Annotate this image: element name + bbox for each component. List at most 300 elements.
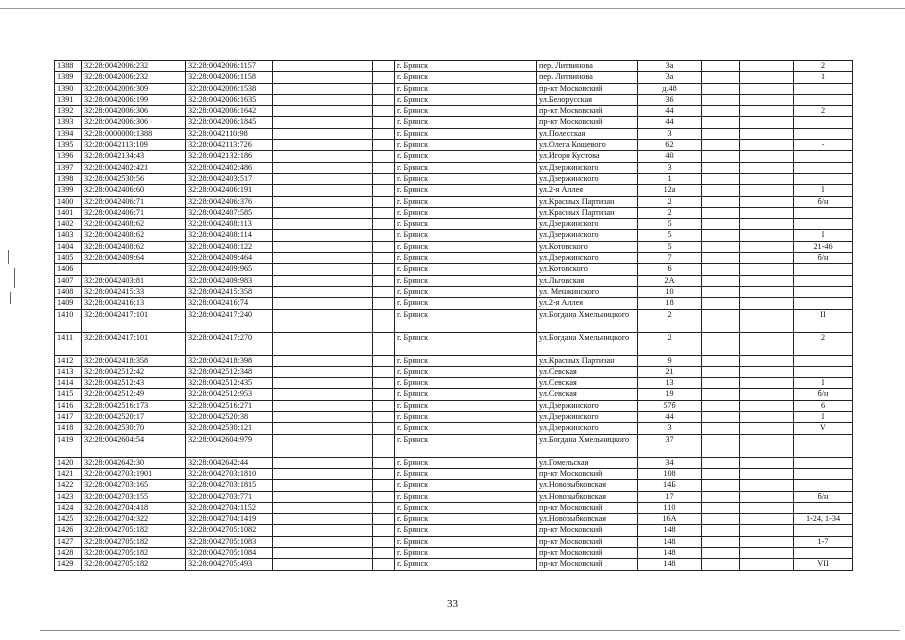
empty-cell [273, 128, 373, 139]
object-number-cell: 32:28:0042402:486 [186, 162, 273, 173]
empty-cell [702, 547, 740, 558]
apartment-cell [794, 298, 853, 309]
street-cell: пр-кт Московский [537, 83, 638, 94]
scan-edge-top [0, 8, 905, 9]
row-number-cell: 1407 [55, 275, 82, 286]
register-table-body [55, 61, 853, 571]
apartment-cell [794, 264, 853, 275]
parcel-number-cell: 32:28:0042409:64 [82, 253, 186, 264]
empty-cell [273, 468, 373, 479]
apartment-cell: I [794, 412, 853, 423]
empty-cell [273, 106, 373, 117]
table-row [55, 378, 853, 389]
empty-cell [740, 457, 794, 468]
table-row [55, 230, 853, 241]
empty-cell [702, 196, 740, 207]
street-cell: ул.Богдана Хмельницкого [537, 434, 638, 457]
apartment-cell [794, 83, 853, 94]
empty-cell [702, 128, 740, 139]
row-number-cell: 1395 [55, 140, 82, 151]
street-cell: ул.Белорусская [537, 94, 638, 105]
empty-cell [373, 61, 395, 72]
city-cell: г. Брянск [395, 400, 537, 411]
empty-cell [702, 389, 740, 400]
empty-cell [273, 378, 373, 389]
house-cell: 12а [638, 185, 702, 196]
table-row [55, 275, 853, 286]
empty-cell [273, 230, 373, 241]
empty-cell [702, 253, 740, 264]
scan-mark-left-3 [10, 292, 11, 304]
parcel-number-cell: 32:28:0042705:182 [82, 525, 186, 536]
apartment-cell: 2 [794, 106, 853, 117]
street-cell: ул.Новозыбковская [537, 480, 638, 491]
empty-cell [373, 332, 395, 355]
house-cell: 2 [638, 309, 702, 332]
empty-cell [373, 423, 395, 434]
empty-cell [740, 173, 794, 184]
city-cell: г. Брянск [395, 514, 537, 525]
apartment-cell: 1-7 [794, 536, 853, 547]
object-number-cell: 32:28:0042703:1815 [186, 480, 273, 491]
row-number-cell: 1422 [55, 480, 82, 491]
parcel-number-cell: 32:28:0042704:418 [82, 502, 186, 513]
row-number-cell: 1396 [55, 151, 82, 162]
object-number-cell: 32:28:0042403:517 [186, 173, 273, 184]
parcel-number-cell: 32:28:0042006:232 [82, 61, 186, 72]
empty-cell [740, 128, 794, 139]
object-number-cell: 32:28:0042604:979 [186, 434, 273, 457]
house-cell: 148 [638, 536, 702, 547]
empty-cell [373, 491, 395, 502]
empty-cell [273, 491, 373, 502]
row-number-cell: 1403 [55, 230, 82, 241]
empty-cell [702, 241, 740, 252]
row-number-cell: 1415 [55, 389, 82, 400]
empty-cell [273, 434, 373, 457]
parcel-number-cell: 32:28:0042512:43 [82, 378, 186, 389]
city-cell: г. Брянск [395, 162, 537, 173]
empty-cell [273, 61, 373, 72]
empty-cell [273, 332, 373, 355]
house-cell: 148 [638, 547, 702, 558]
parcel-number-cell: 32:28:0042406:71 [82, 207, 186, 218]
object-number-cell: 32:28:0042530:121 [186, 423, 273, 434]
object-number-cell: 32:28:0042408:114 [186, 230, 273, 241]
table-row [55, 514, 853, 525]
empty-cell [740, 162, 794, 173]
row-number-cell: 1421 [55, 468, 82, 479]
empty-cell [273, 366, 373, 377]
empty-cell [740, 286, 794, 297]
empty-cell [373, 468, 395, 479]
scan-mark-left-2 [14, 268, 15, 288]
parcel-number-cell: 32:28:0042415:33 [82, 286, 186, 297]
empty-cell [740, 366, 794, 377]
table-row [55, 117, 853, 128]
parcel-number-cell: 32:28:0042530:70 [82, 423, 186, 434]
table-row [55, 457, 853, 468]
house-cell: 14Б [638, 480, 702, 491]
house-cell: 37 [638, 434, 702, 457]
apartment-cell [794, 286, 853, 297]
city-cell: г. Брянск [395, 83, 537, 94]
street-cell: ул.Котовского [537, 241, 638, 252]
street-cell: ул.Дзержинского [537, 412, 638, 423]
table-row [55, 491, 853, 502]
house-cell: д.48 [638, 83, 702, 94]
empty-cell [740, 196, 794, 207]
house-cell: 17 [638, 491, 702, 502]
empty-cell [273, 514, 373, 525]
city-cell: г. Брянск [395, 491, 537, 502]
row-number-cell: 1429 [55, 559, 82, 570]
empty-cell [373, 457, 395, 468]
street-cell: пр-кт Московский [537, 559, 638, 570]
street-cell: ул.Севская [537, 389, 638, 400]
street-cell: пр-кт Московский [537, 525, 638, 536]
empty-cell [702, 355, 740, 366]
street-cell: ул.Красных Партизан [537, 355, 638, 366]
street-cell: ул.2-я Аллея [537, 185, 638, 196]
house-cell: 3 [638, 423, 702, 434]
apartment-cell [794, 366, 853, 377]
apartment-cell [794, 275, 853, 286]
street-cell: ул.Севская [537, 378, 638, 389]
street-cell: ул.Дзержинского [537, 253, 638, 264]
apartment-cell [794, 207, 853, 218]
street-cell: ул.Красных Партизан [537, 196, 638, 207]
empty-cell [702, 378, 740, 389]
apartment-cell: б/н [794, 389, 853, 400]
empty-cell [702, 275, 740, 286]
table-row [55, 253, 853, 264]
empty-cell [273, 275, 373, 286]
parcel-number-cell: 32:28:0042703:165 [82, 480, 186, 491]
city-cell: г. Брянск [395, 173, 537, 184]
object-number-cell: 32:28:0042409:965 [186, 264, 273, 275]
street-cell: ул.Игоря Кустова [537, 151, 638, 162]
city-cell: г. Брянск [395, 264, 537, 275]
empty-cell [273, 207, 373, 218]
house-cell: 13 [638, 378, 702, 389]
empty-cell [273, 185, 373, 196]
empty-cell [702, 457, 740, 468]
row-number-cell: 1411 [55, 332, 82, 355]
house-cell: 5 [638, 219, 702, 230]
apartment-cell: 1-24, 1-34 [794, 514, 853, 525]
table-row [55, 412, 853, 423]
row-number-cell: 1423 [55, 491, 82, 502]
object-number-cell: 32:28:0042408:113 [186, 219, 273, 230]
street-cell: ул.Дзержинского [537, 219, 638, 230]
city-cell: г. Брянск [395, 547, 537, 558]
object-number-cell: 32:28:0042408:122 [186, 241, 273, 252]
house-cell: 40 [638, 151, 702, 162]
empty-cell [702, 559, 740, 570]
street-cell: ул.Дзержинского [537, 400, 638, 411]
row-number-cell: 1397 [55, 162, 82, 173]
apartment-cell [794, 94, 853, 105]
table-row [55, 162, 853, 173]
empty-cell [373, 196, 395, 207]
empty-cell [373, 185, 395, 196]
empty-cell [702, 366, 740, 377]
city-cell: г. Брянск [395, 412, 537, 423]
empty-cell [273, 72, 373, 83]
empty-cell [702, 434, 740, 457]
empty-cell [273, 502, 373, 513]
parcel-number-cell: 32:28:0042512:49 [82, 389, 186, 400]
apartment-cell [794, 502, 853, 513]
empty-cell [702, 502, 740, 513]
street-cell: ул.Богдана Хмельницкого [537, 309, 638, 332]
parcel-number-cell: 32:28:0042705:182 [82, 547, 186, 558]
object-number-cell: 32:28:0042704:1152 [186, 502, 273, 513]
table-row [55, 151, 853, 162]
scan-mark-left-1 [8, 250, 9, 264]
parcel-number-cell: 32:28:0042402:421 [82, 162, 186, 173]
empty-cell [702, 332, 740, 355]
house-cell: 44 [638, 106, 702, 117]
empty-cell [702, 412, 740, 423]
apartment-cell: V [794, 423, 853, 434]
house-cell: 44 [638, 412, 702, 423]
table-row [55, 173, 853, 184]
page-number: 33 [447, 598, 458, 610]
parcel-number-cell: 32:28:0042704:322 [82, 514, 186, 525]
object-number-cell: 32:28:0042512:348 [186, 366, 273, 377]
street-cell: ул.Дзержинского [537, 230, 638, 241]
empty-cell [373, 389, 395, 400]
house-cell: 7 [638, 253, 702, 264]
object-number-cell: 32:28:0042110:98 [186, 128, 273, 139]
apartment-cell [794, 355, 853, 366]
apartment-cell: 1 [794, 72, 853, 83]
parcel-number-cell: 32:28:0000000:1388 [82, 128, 186, 139]
empty-cell [373, 309, 395, 332]
apartment-cell [794, 162, 853, 173]
row-number-cell: 1402 [55, 219, 82, 230]
house-cell: 110 [638, 502, 702, 513]
object-number-cell: 32:28:0042703:771 [186, 491, 273, 502]
empty-cell [702, 423, 740, 434]
city-cell: г. Брянск [395, 241, 537, 252]
house-cell: 5 [638, 230, 702, 241]
apartment-cell: 21-46 [794, 241, 853, 252]
city-cell: г. Брянск [395, 140, 537, 151]
empty-cell [740, 309, 794, 332]
empty-cell [273, 94, 373, 105]
city-cell: г. Брянск [395, 378, 537, 389]
object-number-cell: 32:28:0042415:358 [186, 286, 273, 297]
table-row [55, 332, 853, 355]
street-cell: ул.Олега Кошевого [537, 140, 638, 151]
table-row [55, 61, 853, 72]
street-cell: ул.Дзержинского [537, 423, 638, 434]
table-row [55, 94, 853, 105]
apartment-cell [794, 117, 853, 128]
house-cell: 2 [638, 196, 702, 207]
empty-cell [273, 264, 373, 275]
house-cell: 3а [638, 61, 702, 72]
empty-cell [740, 61, 794, 72]
parcel-number-cell: 32:28:0042006:232 [82, 72, 186, 83]
object-number-cell: 32:28:0042516:271 [186, 400, 273, 411]
parcel-number-cell: 32:28:0042006:309 [82, 83, 186, 94]
street-cell: пр-кт Московский [537, 502, 638, 513]
object-number-cell: 32:28:0042006:1157 [186, 61, 273, 72]
house-cell: 18 [638, 298, 702, 309]
object-number-cell: 32:28:0042705:493 [186, 559, 273, 570]
table-row [55, 72, 853, 83]
empty-cell [373, 207, 395, 218]
empty-cell [702, 219, 740, 230]
city-cell: г. Брянск [395, 423, 537, 434]
row-number-cell: 1426 [55, 525, 82, 536]
house-cell: 10 [638, 286, 702, 297]
empty-cell [273, 536, 373, 547]
table-row [55, 286, 853, 297]
empty-cell [702, 230, 740, 241]
city-cell: г. Брянск [395, 468, 537, 479]
apartment-cell [794, 457, 853, 468]
empty-cell [373, 434, 395, 457]
city-cell: г. Брянск [395, 389, 537, 400]
parcel-number-cell: 32:28:0042408:62 [82, 219, 186, 230]
empty-cell [740, 514, 794, 525]
row-number-cell: 1394 [55, 128, 82, 139]
empty-cell [373, 355, 395, 366]
city-cell: г. Брянск [395, 72, 537, 83]
empty-cell [273, 196, 373, 207]
empty-cell [373, 412, 395, 423]
empty-cell [373, 547, 395, 558]
empty-cell [373, 286, 395, 297]
row-number-cell: 1419 [55, 434, 82, 457]
table-row [55, 547, 853, 558]
parcel-number-cell: 32:28:0042604:54 [82, 434, 186, 457]
empty-cell [740, 241, 794, 252]
apartment-cell [794, 547, 853, 558]
city-cell: г. Брянск [395, 94, 537, 105]
object-number-cell: 32:28:0042704:1419 [186, 514, 273, 525]
parcel-number-cell: 32:28:0042113:109 [82, 140, 186, 151]
house-cell: 148 [638, 525, 702, 536]
apartment-cell: 6 [794, 400, 853, 411]
street-cell: ул.Новозыбковская [537, 514, 638, 525]
street-cell: ул.Котовского [537, 264, 638, 275]
empty-cell [740, 536, 794, 547]
row-number-cell: 1398 [55, 173, 82, 184]
object-number-cell: 32:28:0042409:983 [186, 275, 273, 286]
apartment-cell: 2 [794, 332, 853, 355]
apartment-cell [794, 434, 853, 457]
empty-cell [702, 83, 740, 94]
street-cell: ул.Новозыбковская [537, 491, 638, 502]
street-cell: ул.Дзержинского [537, 173, 638, 184]
house-cell: 34 [638, 457, 702, 468]
apartment-cell: б/н [794, 253, 853, 264]
city-cell: г. Брянск [395, 286, 537, 297]
table-row [55, 219, 853, 230]
empty-cell [740, 378, 794, 389]
object-number-cell: 32:28:0042705:1084 [186, 547, 273, 558]
row-number-cell: 1427 [55, 536, 82, 547]
empty-cell [702, 94, 740, 105]
object-number-cell: 32:28:0042406:376 [186, 196, 273, 207]
empty-cell [273, 355, 373, 366]
object-number-cell: 32:28:0042132:186 [186, 151, 273, 162]
row-number-cell: 1393 [55, 117, 82, 128]
row-number-cell: 1414 [55, 378, 82, 389]
parcel-number-cell: 32:28:0042408:62 [82, 241, 186, 252]
house-cell: 3а [638, 72, 702, 83]
street-cell: ул.Полесская [537, 128, 638, 139]
row-number-cell: 1425 [55, 514, 82, 525]
empty-cell [373, 106, 395, 117]
empty-cell [373, 128, 395, 139]
empty-cell [740, 389, 794, 400]
street-cell: пр-кт Московский [537, 106, 638, 117]
empty-cell [740, 332, 794, 355]
object-number-cell: 32:28:0042520:38 [186, 412, 273, 423]
empty-cell [373, 264, 395, 275]
house-cell: 148 [638, 559, 702, 570]
object-number-cell: 32:28:0042407:585 [186, 207, 273, 218]
apartment-cell [794, 468, 853, 479]
object-number-cell: 32:28:0042416:74 [186, 298, 273, 309]
street-cell: ул.2-я Аллея [537, 298, 638, 309]
row-number-cell: 1409 [55, 298, 82, 309]
row-number-cell: 1390 [55, 83, 82, 94]
city-cell: г. Брянск [395, 185, 537, 196]
table-row [55, 140, 853, 151]
empty-cell [373, 514, 395, 525]
table-row [55, 502, 853, 513]
empty-cell [740, 547, 794, 558]
street-cell: пр-кт Московский [537, 117, 638, 128]
empty-cell [702, 162, 740, 173]
row-number-cell: 1400 [55, 196, 82, 207]
empty-cell [273, 309, 373, 332]
empty-cell [740, 491, 794, 502]
empty-cell [740, 94, 794, 105]
empty-cell [273, 219, 373, 230]
empty-cell [373, 480, 395, 491]
empty-cell [740, 468, 794, 479]
empty-cell [740, 219, 794, 230]
city-cell: г. Брянск [395, 332, 537, 355]
parcel-number-cell: 32:28:0042006:199 [82, 94, 186, 105]
city-cell: г. Брянск [395, 117, 537, 128]
row-number-cell: 1420 [55, 457, 82, 468]
empty-cell [740, 264, 794, 275]
empty-cell [740, 207, 794, 218]
apartment-cell: 2 [794, 61, 853, 72]
empty-cell [702, 117, 740, 128]
empty-cell [373, 298, 395, 309]
empty-cell [273, 253, 373, 264]
empty-cell [702, 173, 740, 184]
empty-cell [740, 355, 794, 366]
table-row [55, 309, 853, 332]
table-row [55, 400, 853, 411]
empty-cell [273, 140, 373, 151]
empty-cell [740, 502, 794, 513]
empty-cell [373, 559, 395, 570]
city-cell: г. Брянск [395, 434, 537, 457]
